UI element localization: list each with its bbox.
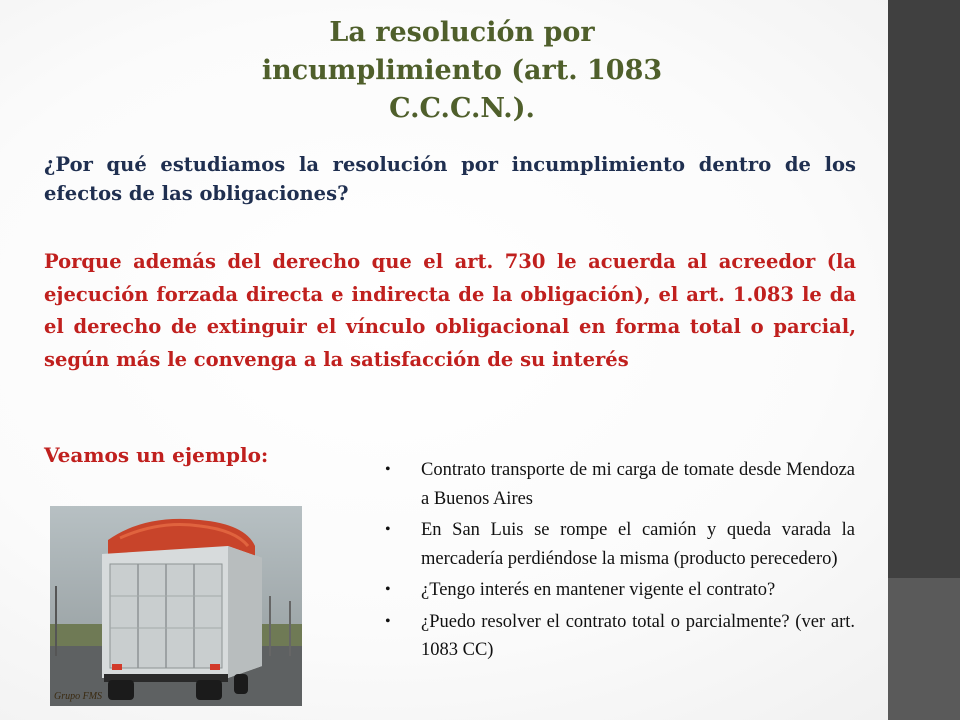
bullet-item [385, 576, 855, 605]
bullet-text: ¿Tengo interés en mantener vigente el contrato? [421, 580, 776, 600]
example-bullet-list [385, 456, 855, 668]
sidebar-block [888, 578, 960, 720]
example-heading: Veamos un ejemplo: [44, 443, 269, 467]
bullet-dot-icon: • [385, 612, 391, 630]
bullet-item [385, 608, 855, 665]
bullet-text: Contrato transporte de mi carga de tomate desde Mendoza a Buenos Aires [421, 460, 855, 509]
bullet-text: En San Luis se rompe el camión y queda varada la mercadería perdiéndose la misma (producto perecedero) [421, 520, 855, 569]
bullet-dot-icon: • [385, 461, 391, 478]
truck-photo [50, 506, 302, 706]
bullet-item [385, 516, 855, 573]
question-text: ¿Por qué estudiamos la resolución por incumplimiento dentro de los efectos de las obligaciones? [44, 153, 856, 205]
bullet-item [385, 456, 855, 513]
slide-title: La resolución por incumplimiento (art. 1083 C.C.C.N.). [261, 17, 663, 124]
photo-watermark: Grupo FMS [54, 691, 103, 702]
bullet-text: ¿Puedo resolver el contrato total o parcialmente? (ver art. 1083 CC) [421, 611, 855, 660]
truck-illustration [50, 506, 302, 706]
bullet-dot-icon: • [385, 581, 391, 598]
bullet-dot-icon: • [385, 521, 391, 538]
answer-text: Porque además del derecho que el art. 730 le acuerda al acreedor (la ejecución forzada directa e indirecta de la obligación), el art. 1.083 le da el derecho de extinguir el vínculo obligacional en forma total o parcial, según más le convenga a la satisfacción de su interés [44, 250, 856, 371]
